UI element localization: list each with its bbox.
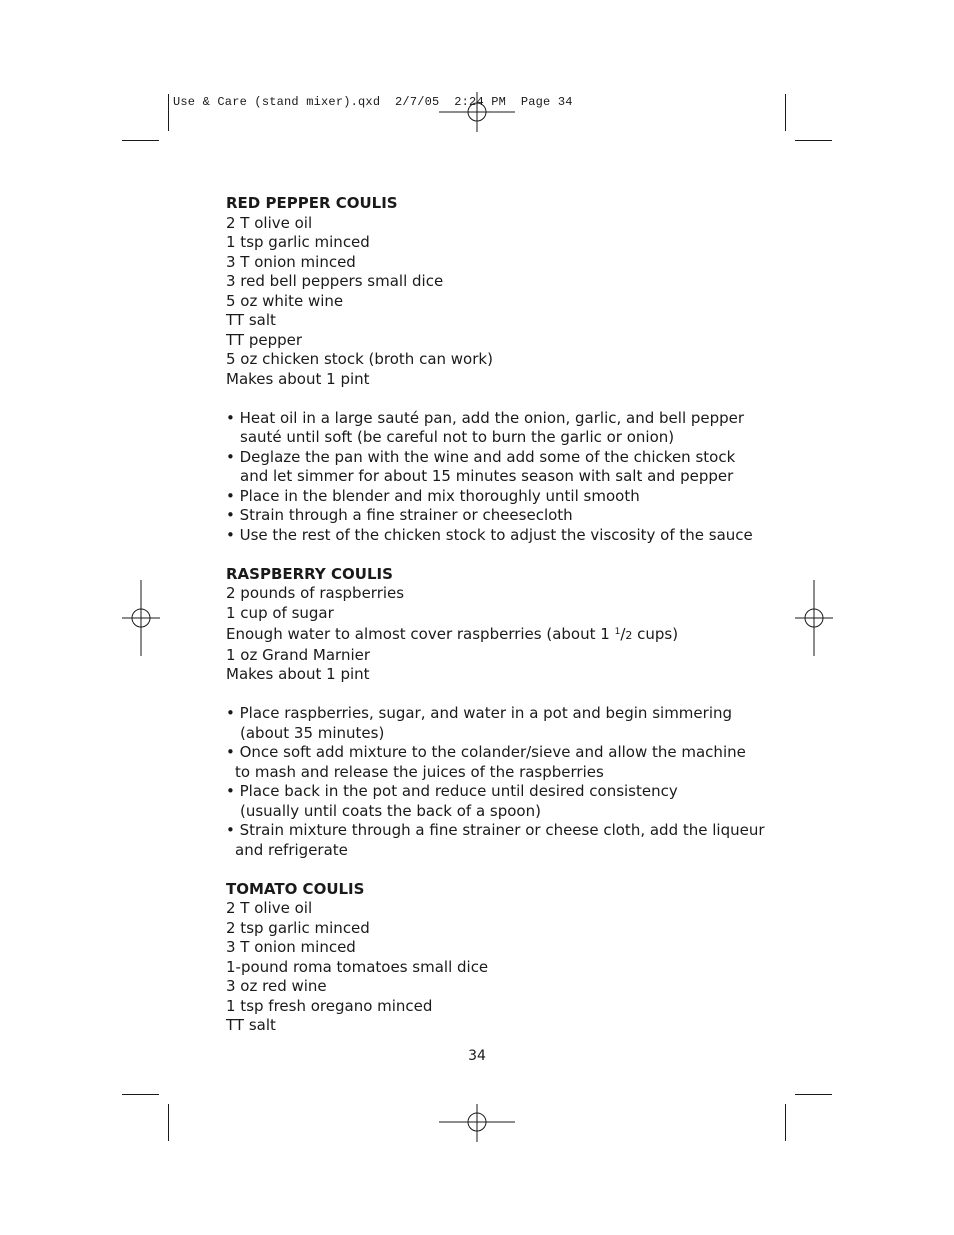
ingredient-item: 1 tsp fresh oregano minced [226, 996, 433, 1015]
step-item: • Place back in the pot and reduce until desired consistency [226, 782, 678, 800]
ingredient-item: 5 oz chicken stock (broth can work) [226, 350, 493, 368]
step-list-raspberry [226, 704, 765, 860]
ingredient-list-red-pepper [226, 214, 746, 390]
section-title-raspberry: RASPBERRY COULIS [226, 564, 393, 583]
registration-crosshair-icon [122, 580, 160, 656]
step-item-continuation: and refrigerate [235, 840, 348, 859]
crop-mark-top-left-horizontal [122, 140, 159, 141]
ingredient-item: TT pepper [226, 330, 303, 349]
spacer [226, 545, 746, 565]
crop-mark-bottom-left-horizontal [122, 1094, 159, 1095]
step-item: • Use the rest of the chicken stock to adjust the viscosity of the sauce [226, 525, 753, 544]
registration-crosshair-icon [439, 1104, 515, 1142]
crop-mark-bottom-left-vertical [168, 1104, 169, 1141]
ingredient-item: 1 oz Grand Marnier [226, 645, 371, 664]
ingredient-item: 3 red bell peppers small dice [226, 272, 444, 290]
recipe-content [226, 194, 765, 1036]
step-item: • Deglaze the pan with the wine and add some of the chicken stock [226, 447, 736, 466]
ingredient-item: 2 T olive oil [226, 213, 313, 232]
ingredient-item-water [226, 623, 746, 646]
page-number: 34 [468, 1048, 486, 1064]
spacer [226, 685, 746, 705]
ingredient-list-raspberry [226, 584, 746, 685]
ingredient-item: TT salt [226, 1016, 276, 1034]
ingredient-list-tomato [226, 899, 746, 1036]
section-title-red-pepper: RED PEPPER COULIS [226, 194, 398, 212]
crop-mark-bottom-right-horizontal [795, 1094, 832, 1095]
spacer [226, 389, 746, 409]
water-text-after: cups) [632, 625, 679, 643]
section-title-tomato: TOMATO COULIS [226, 879, 365, 898]
crop-mark-top-right-horizontal [795, 140, 832, 141]
step-item: • Heat oil in a large sauté pan, add the onion, garlic, and bell pepper [226, 408, 745, 427]
ingredient-item: 2 T olive oil [226, 899, 313, 917]
ingredient-item: 3 T onion minced [226, 938, 356, 956]
print-slug: Use & Care (stand mixer).qxd 2/7/05 2:24 PM Page 34 [173, 95, 573, 109]
fraction-slash: / [620, 625, 626, 643]
fraction-denominator: 2 [625, 629, 633, 642]
ingredient-item: 1-pound roma tomatoes small dice [226, 957, 489, 976]
ingredient-item: 3 T onion minced [226, 252, 356, 271]
ingredient-item: 2 tsp garlic minced [226, 918, 370, 937]
crop-mark-bottom-right-vertical [785, 1104, 786, 1141]
registration-crosshair-icon [439, 92, 515, 132]
step-item-continuation: and let simmer for about 15 minutes season with salt and pepper [240, 467, 734, 485]
crop-mark-top-right-vertical [785, 94, 786, 131]
step-item: • Strain mixture through a fine strainer or cheese cloth, add the liqueur [226, 821, 765, 839]
step-item-continuation: (about 35 minutes) [240, 723, 385, 742]
step-item-continuation: (usually until coats the back of a spoon) [240, 801, 541, 820]
ingredient-item: 2 pounds of raspberries [226, 584, 405, 602]
step-item: • Place raspberries, sugar, and water in a pot and begin simmering [226, 704, 733, 722]
step-item: • Place in the blender and mix thoroughly until smooth [226, 486, 640, 505]
spacer [226, 860, 746, 880]
yield-note: Makes about 1 pint [226, 665, 370, 683]
ingredient-item: 5 oz white wine [226, 291, 344, 310]
ingredient-item: TT salt [226, 311, 276, 329]
yield-note: Makes about 1 pint [226, 369, 370, 388]
registration-crosshair-icon [795, 580, 833, 656]
step-list-red-pepper [226, 408, 753, 546]
water-text-before: Enough water to almost cover raspberries (about 1 [226, 625, 615, 643]
step-item-continuation: sauté until soft (be careful not to burn the garlic or onion) [240, 428, 675, 446]
ingredient-item: 1 tsp garlic minced [226, 233, 370, 251]
crop-mark-top-left-vertical [168, 94, 169, 131]
ingredient-item: 3 oz red wine [226, 977, 327, 995]
step-item: • Once soft add mixture to the colander/sieve and allow the machine [226, 743, 746, 761]
fraction-numerator: 1 [614, 627, 621, 637]
ingredient-item: 1 cup of sugar [226, 603, 334, 622]
step-item-continuation: to mash and release the juices of the raspberries [235, 762, 604, 781]
step-item: • Strain through a fine strainer or cheesecloth [226, 506, 573, 524]
